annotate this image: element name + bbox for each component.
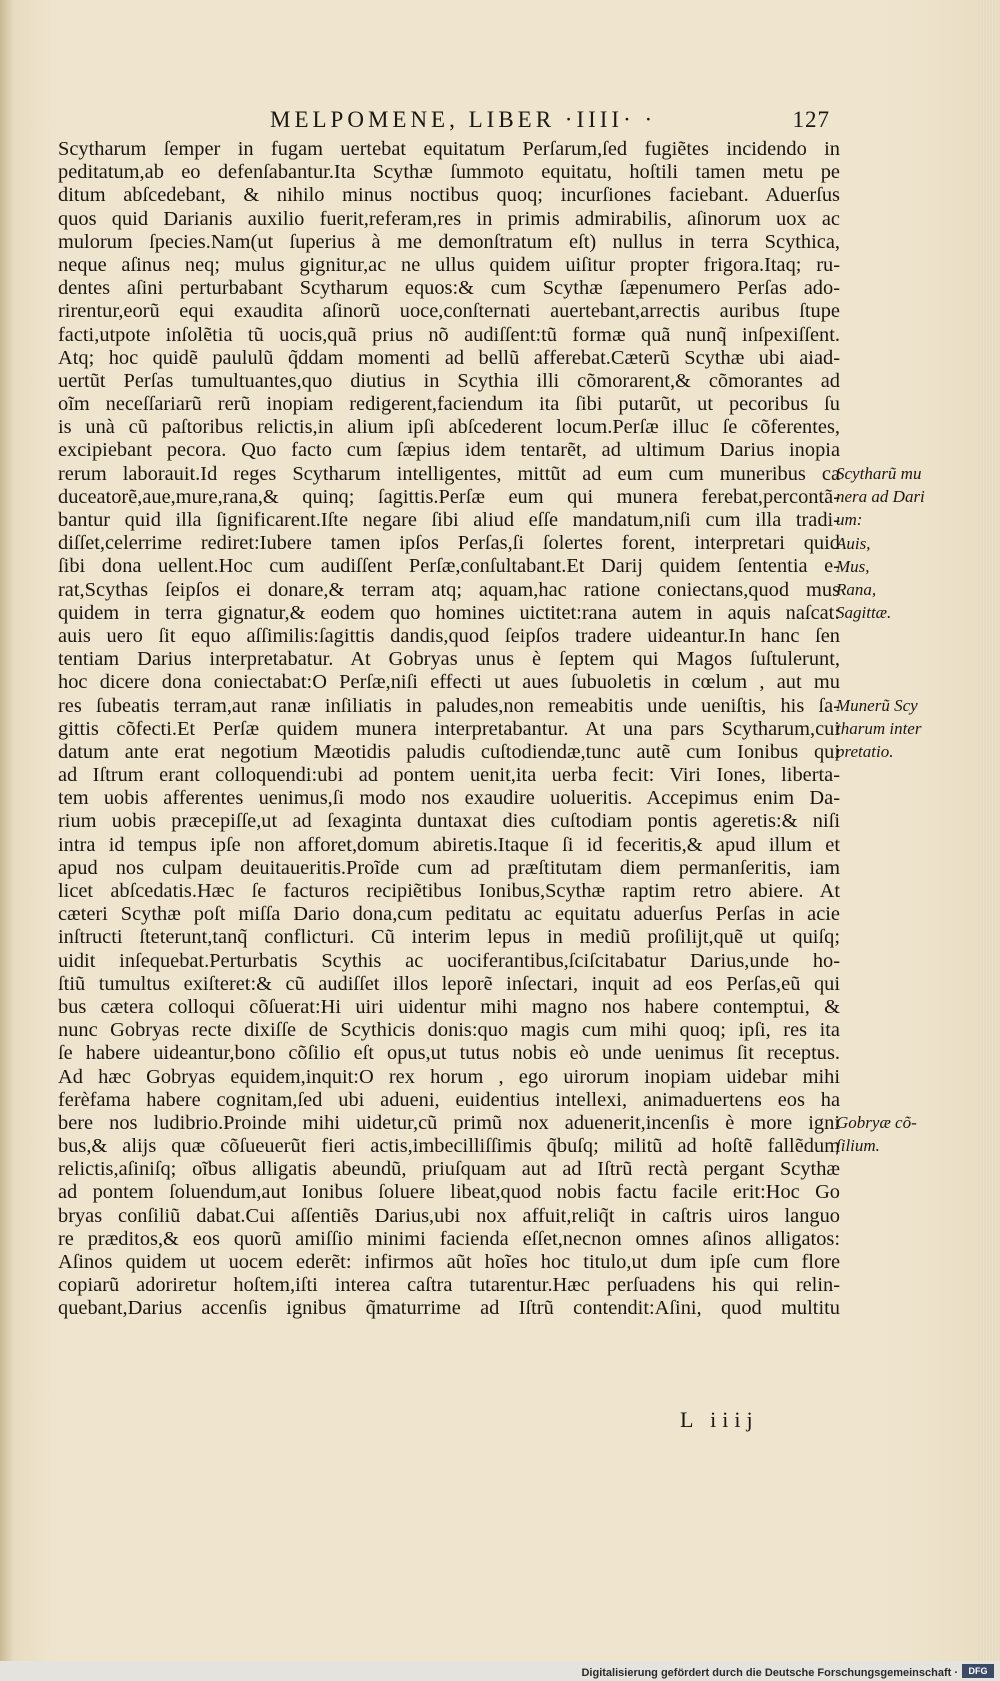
text-line: ad pontem ſoluendum,aut Ionibus ſoluere libeat,quod nobis factu facile erit:Hoc Go: [58, 1181, 840, 1204]
text-line: apud nos culpam deuitaueritis.Proĩde cum ad præſtitutam diem permanſeritis, iam: [58, 856, 840, 879]
text-line: ſibi dona uellent.Hoc cum audiſſent Perſæ,conſultabant.Et Darij quidem ſententia e-: [58, 555, 840, 578]
margin-note-line: Sagittæ.: [836, 603, 892, 623]
text-line: Scytharum ſemper in fugam uertebat equitatum Perſarum,ſed fugiẽtes incidendo in: [58, 138, 840, 160]
text-line: gittis cõfecti.Et Perſæ quidem munera interpretabantur. At una pars Scytharum,cui: [58, 717, 840, 740]
text-line: auis uero ſit equo aſſimilis:ſagittis dandis,quod ſeipſos tradere uideantur.In hanc ſen: [58, 624, 840, 647]
text-line: uidit inſequebat.Perturbatis Scythis ac uociferantibus,ſciſcitabatur Darius,unde ho-: [58, 949, 840, 972]
signature-mark: L iiij: [680, 1407, 759, 1432]
text-line: datum ante erat negotium Mæotidis paludis cuſtodiendæ,tunc autẽ cum Ionibus qui: [58, 740, 840, 763]
page-edge: [978, 0, 1000, 1681]
text-line: res ſubeatis terram,aut ranæ inſiliatis in paludes,non remeabitis unde ueniſtis, his ſa-: [58, 694, 840, 717]
text-line: Atq; hoc quidẽ paululũ q̃ddam momenti ad bellũ afferebat.Cæterũ Scythæ ubi aiad-: [58, 346, 840, 369]
digitization-footer: [0, 1661, 1000, 1681]
text-line: nunc Gobryas recte dixiſſe de Scythicis donis:quo magis cum mihi quoq; ipſi, res ita: [58, 1019, 840, 1042]
text-line: Aſinos quidem ut uocem ederẽt: infirmos aũt hoĩes hoc titulo,ut dum ipſe cum flore: [58, 1251, 840, 1273]
margin-note-line: Munerũ Scy: [836, 696, 918, 715]
text-line: neque aſinus neq; mulus gignitur,ac ne ullus quidem uiſitur propter frigora.Itaq; ru-: [58, 253, 840, 276]
text-line: cæteri Scythæ poſt miſſa Dario dona,cum peditatu ac equitatu aduerſus Perſas in acie: [58, 903, 840, 926]
text-line: facti,utpote inſolẽtia tũ uocis,quã prius nõ audiſſent:tũ formæ quã nunq̃ inſpexiſſent.: [58, 323, 840, 346]
text-line: diſſet,celerrime rediret:Iubere tamen ipſos Perſas,ſi ſolertes forent, interpretari quid: [58, 532, 840, 555]
text-line: excipiebant pecora. Quo facto cum ſæpius idem tentarẽt, ad ultimum Darius inopia: [58, 439, 840, 462]
text-line: bryas conſiliũ dabat.Cui aſſentiẽs Darius,ubi nox affuit,reliq̃t in caſtris uiros languo: [58, 1204, 840, 1227]
text-line: ſe habere uideantur,bono cõſilio eſt opus,ut tutus nobis eò unde uenimus ſit receptus.: [58, 1042, 840, 1065]
running-head: MELPOMENE, LIBER ·IIII· ·: [270, 107, 657, 132]
text-line: is unà cũ paſtoribus relictis,in alium ipſi abſcederent locum.Perſæ illuc ſe cõferentes,: [58, 416, 840, 439]
margin-note-line: Gobryæ cõ-: [836, 1113, 917, 1132]
text-line: oĩm neceſſariarũ rerũ inopiam redigerent,faciendum ita ſibi putarũt, ut pecoribus ſu: [58, 393, 840, 416]
margin-note-line: Mus,: [836, 556, 870, 576]
text-line: quos quid Darianis auxilio fuerit,referam,res in primis admirabilis, aſinorum uox ac: [58, 207, 840, 230]
text-line: tem uobis afferentes uenimus,ſi modo nos exaudire uolueritis. Accepimus enim Da-: [58, 787, 840, 810]
text-line: copiarũ adoriretur hoſtem,iſti interea caſtra tutarentur.Hæc perſuadens his qui relin-: [58, 1274, 840, 1297]
margin-note-line: Rana,: [836, 580, 877, 600]
text-line: licet abſcedatis.Hæc ſe facturos recipiẽtibus Ionibus,Scythæ raptim retro abiere. At: [58, 880, 840, 902]
text-line: dentes aſini perturbabant Scytharum equos:& cum Scythæ ſæpenumero Perſas ado-: [58, 277, 840, 300]
margin-note-line: Scytharũ mu: [836, 464, 922, 483]
text-line: quidem in terra gignatur,& eodem quo homines uictitet:rana autem in aquis naſcat:: [58, 601, 840, 624]
text-line: inſtructi ſteterunt,tanq̃ conflicturi. Cũ interim lepus in mediũ proſilijt,quẽ ut quiſq;: [58, 926, 840, 949]
text-line: ditum abſcedebant, & nihilo minus noctibus quoq; incurſiones faciebant. Aduerſus: [58, 184, 840, 207]
margin-note-scythian-gifts: [836, 462, 925, 624]
text-line: hoc dicere dona coniectabat:O Perſæ,niſi effecti ut aues ſubuoletis in cœlum , aut mu: [58, 671, 840, 694]
text-line: quebant,Darius accenſis ignibus q̃maturrime ad Iſtrũ contendit:Aſini, quod multitu: [58, 1297, 840, 1320]
text-line: rat,Scythas ſeipſos ei donare,& terram atq; aquam,hac ratione coniectans,quod mus: [58, 578, 840, 601]
margin-note-line: pretatio.: [836, 742, 894, 762]
dfg-logo: DFG: [962, 1664, 994, 1678]
text-line: re præditos,& eos quorũ amiſſio minimi facienda eſſet,necnon omnes aſinos alligatos:: [58, 1227, 840, 1250]
margin-note-gobryas-counsel: [836, 1111, 916, 1157]
text-line: bus cætera colloqui cõſuerat:Hi uiri uidentur mihi magno nos habere contemptui, &: [58, 995, 840, 1018]
text-line: bantur quid illa ſignificarent.Iſte negare ſibi aliud eſſe mandatum,niſi cum illa tradi-: [58, 509, 840, 531]
margin-note-line: um:: [836, 510, 863, 530]
text-line: rerum laborauit.Id reges Scytharum intelligentes, mittũt ad eum cum muneribus ca: [58, 462, 840, 485]
margin-note-line: ſilium.: [836, 1136, 880, 1156]
text-line: bere nos ludibrio.Proinde mihi uidetur,cũ primũ nox aduenerit,incenſis è more igni: [58, 1111, 840, 1134]
text-line: peditatum,ab eo defenſabantur.Ita Scythæ ſummoto equitatu, hoſtili tamen metu pe: [58, 161, 840, 184]
margin-note-gift-interpretation: [836, 694, 922, 764]
text-line: tentiam Darius interpretabatur. At Gobryas unus è ſeptem qui Magos ſuſtulerunt,: [58, 648, 840, 671]
text-line: ad Iſtrum erant colloquendi:ubi ad pontem uenit,ita uerba fecit: Viri Iones, liberta-: [58, 764, 840, 787]
text-line: intra id tempus ipſe non afforet,domum abiretis.Itaque ſi id feceritis,& apud illum et: [58, 833, 840, 856]
text-line: duceatorẽ,aue,mure,rana,& quinq; ſagittis.Perſæ eum qui munera ferebat,percontã-: [58, 485, 840, 508]
text-line: rium uobis præcepiſſe,ut ad ſexaginta duntaxat dies cuſtodiam pontis ageretis:& niſi: [58, 810, 840, 833]
main-text-block: [58, 138, 840, 1321]
text-line: ferèfama habere cognitam,ſed ubi adueni, euidentius intellexi, animaduertens eos ha: [58, 1088, 840, 1111]
page-gutter: [0, 0, 14, 1681]
text-line: rirentur,eorũ equi exaudita aſinorũ uoce,conſternati auertebant,arrectis auribus ſtupe: [58, 300, 840, 323]
text-line: relictis,aſiniſq; oĩbus alligatis abeundũ, priuſquam aut ad Iſtrũ rectà pergant Scythæ: [58, 1158, 840, 1181]
text-line: uertũt Perſas tumultuantes,quo diutius in Scythia illi cõmorarent,& cõmorantes ad: [58, 369, 840, 392]
text-line: ſtiũ tumultus exiſteret:& cũ audiſſet illos leporẽ inſectari, inquit ad eos Perſas,eũ qui: [58, 972, 840, 995]
text-line: Ad hæc Gobryas equidem,inquit:O rex horum , ego uirorum inopiam uidebar mihi: [58, 1065, 840, 1088]
page-number: 127: [792, 107, 830, 132]
text-line: bus,& alijs quæ cõſueuerũt fieri actis,imbecilliſſimis q̃buſq; militũ ad hoſtẽ fallẽdum: [58, 1135, 840, 1158]
margin-note-line: tharum inter: [836, 719, 922, 739]
margin-note-line: Auis,: [836, 533, 871, 553]
page-header: [270, 107, 830, 139]
footer-credit: Digitalisierung gefördert durch die Deutsche Forschungsgemeinschaft ·: [581, 1667, 958, 1679]
text-line: mulorum ſpecies.Nam(ut ſuperius à me demonſtratum eſt) nullus in terra Scythica,: [58, 230, 840, 253]
margin-note-line: nera ad Dari: [836, 487, 925, 507]
